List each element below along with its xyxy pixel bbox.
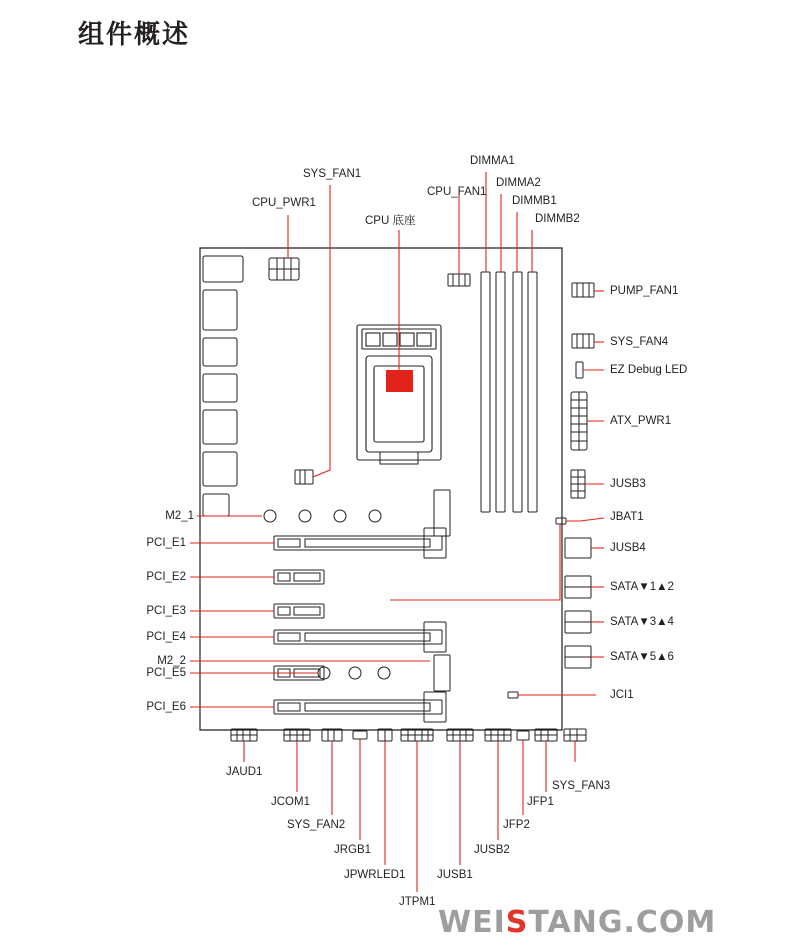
watermark-accent: S	[505, 905, 529, 940]
watermark-right: TANG.COM	[528, 905, 717, 940]
label-ez-debug-led: EZ Debug LED	[610, 364, 688, 376]
label-dimmb2: DIMMB2	[535, 213, 580, 225]
label-m2-1: M2_1	[165, 510, 194, 522]
label-jtpm1: JTPM1	[399, 896, 436, 908]
label-sys-fan3: SYS_FAN3	[552, 780, 611, 792]
label-pci-e2: PCI_E2	[146, 571, 186, 583]
label-cpu-socket: CPU 底座	[365, 215, 416, 227]
label-m2-2: M2_2	[157, 655, 186, 667]
label-sys-fan2: SYS_FAN2	[287, 819, 346, 831]
label-jbat1: JBAT1	[610, 511, 644, 523]
label-sys-fan4: SYS_FAN4	[610, 336, 669, 348]
label-jusb2: JUSB2	[474, 844, 510, 856]
label-pci-e4: PCI_E4	[146, 631, 186, 643]
label-pci-e6: PCI_E6	[146, 701, 186, 713]
label-sata12: SATA▼1▲2	[610, 581, 674, 593]
label-jaud1: JAUD1	[226, 766, 263, 778]
label-jusb3: JUSB3	[610, 478, 646, 490]
label-jusb4: JUSB4	[610, 542, 646, 554]
label-pump-fan1: PUMP_FAN1	[610, 285, 679, 297]
label-pci-e5: PCI_E5	[146, 667, 186, 679]
label-jfp1: JFP1	[527, 796, 554, 808]
label-jusb1: JUSB1	[437, 869, 473, 881]
label-sata56: SATA▼5▲6	[610, 651, 674, 663]
label-dimmb1: DIMMB1	[512, 195, 557, 207]
watermark-left: WEI	[438, 905, 506, 940]
label-jpwrled1: JPWRLED1	[344, 869, 406, 881]
label-jrgb1: JRGB1	[334, 844, 372, 856]
label-jcom1: JCOM1	[271, 796, 310, 808]
label-cpu-pwr1: CPU_PWR1	[252, 197, 316, 209]
label-cpu-fan1: CPU_FAN1	[427, 186, 487, 198]
label-atx-pwr1: ATX_PWR1	[610, 415, 672, 427]
label-dimma2: DIMMA2	[496, 177, 541, 189]
watermark	[438, 905, 716, 940]
label-pci-e3: PCI_E3	[146, 605, 186, 617]
label-jfp2: JFP2	[503, 819, 530, 831]
label-sata34: SATA▼3▲4	[610, 616, 674, 628]
label-sys-fan1: SYS_FAN1	[303, 168, 362, 180]
label-pci-e1: PCI_E1	[146, 537, 186, 549]
page-title: 组件概述	[78, 19, 191, 49]
label-jci1: JCI1	[610, 689, 634, 701]
label-dimma1: DIMMA1	[470, 155, 515, 167]
